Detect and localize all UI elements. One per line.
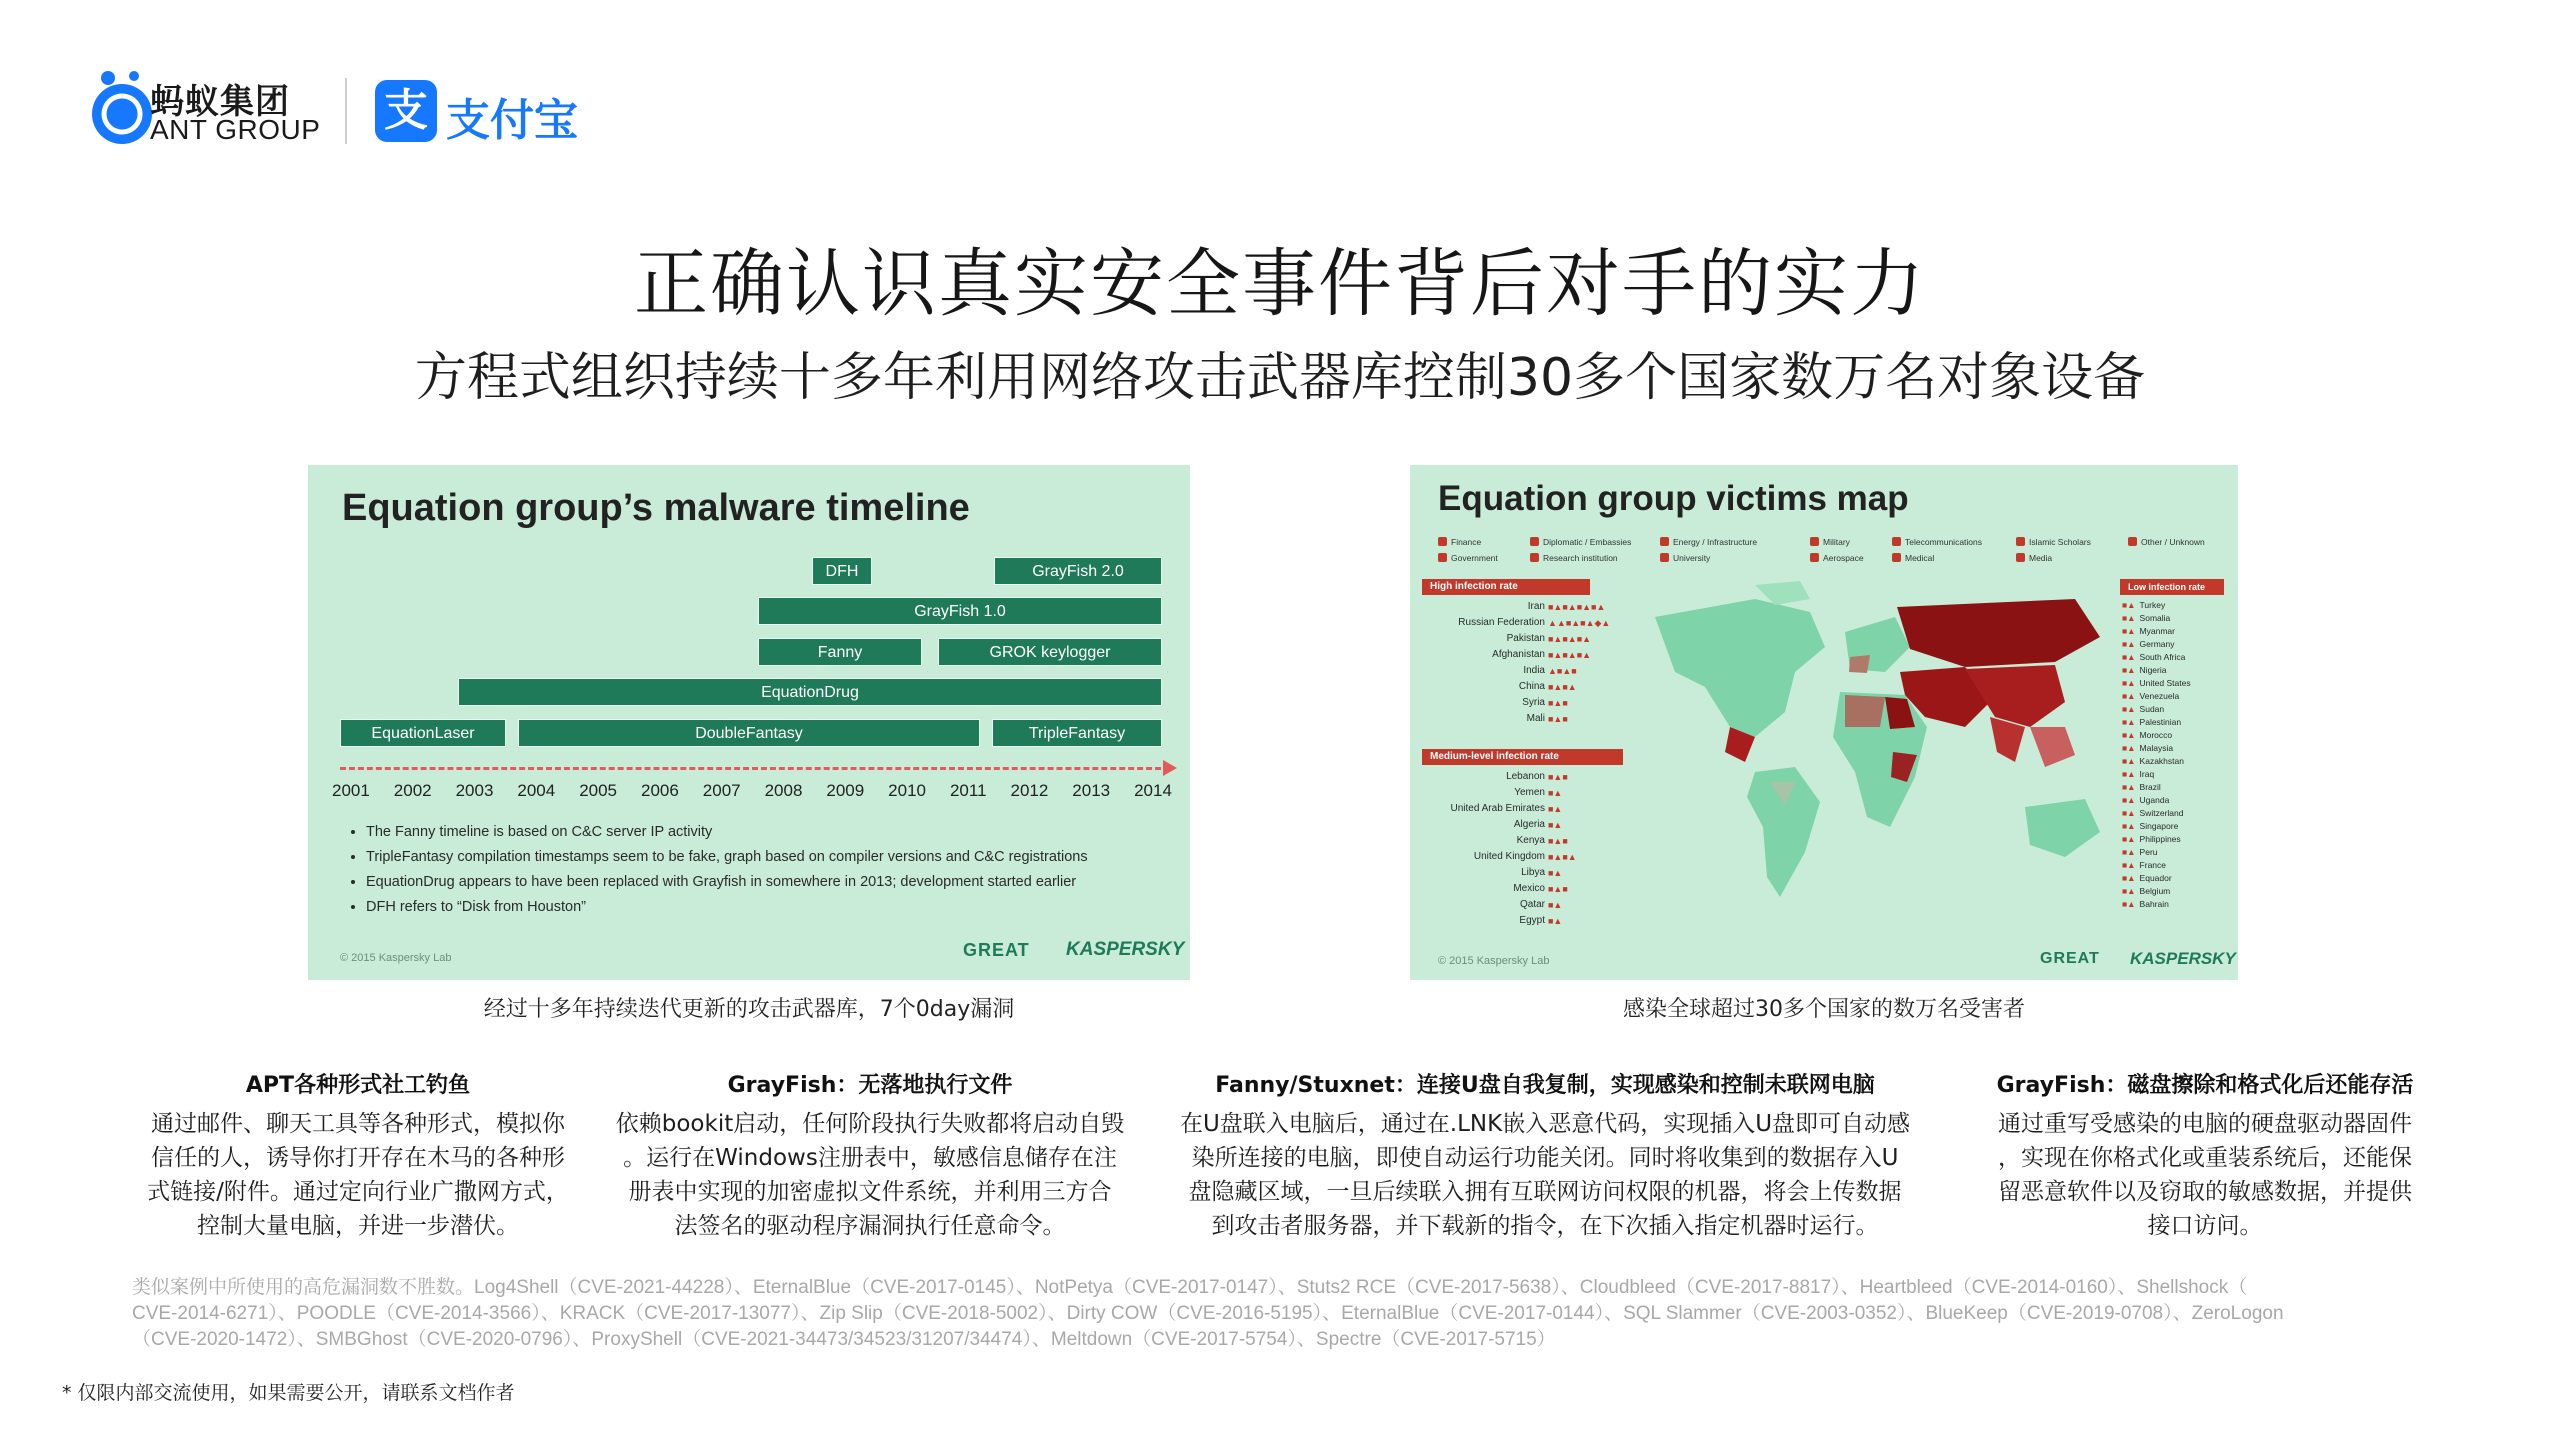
map-caption: 感染全球超过30多个国家的数万名受害者 [1623,997,2025,1022]
country-name: ■▲ Equador [2122,873,2172,883]
year-label: 2009 [826,781,865,800]
timeline-bar-fanny: Fanny [758,638,922,666]
legend-university: University [1660,553,1710,563]
column-body [1940,1107,2470,1243]
column-heading: APT各种形式社工钓鱼 [245,1073,471,1098]
country-name: Mexico [1513,883,1545,894]
timeline-bar-doublefantasy: DoubleFantasy [518,719,980,747]
legend-military: Military [1810,537,1850,547]
sector-icons: ▲■▲■ [1548,666,1577,676]
country-name: China [1518,681,1545,692]
legend-telecom: Telecommunications [1892,537,1982,547]
column-line: 盘隐藏区域，一旦后续联入拥有互联网访问权限的机器，将会上传数据 [1188,1179,1902,1205]
timeline-bar-dfh: DFH [812,557,872,585]
year-label: 2008 [764,781,803,800]
column-heading: GrayFish：磁盘擦除和格式化后还能存活 [1996,1073,2414,1098]
map-great-logo: GREAT [2040,950,2100,967]
ant-group-name-cn: 蚂蚁集团 [150,82,290,122]
legend-islamic: Islamic Scholars [2016,537,2091,547]
logo-divider [345,78,347,144]
column-phishing [108,1068,608,1243]
year-label: 2014 [1134,781,1172,800]
country-name: ■▲ Kazakhstan [2122,756,2184,766]
country-name: ■▲ Uganda [2122,795,2170,805]
country-name: ■▲ Switzerland [2122,808,2184,818]
column-line: 在U盘联入电脑后，通过在.LNK嵌入恶意代码，实现插入U盘即可自动感 [1179,1111,1911,1137]
column-heading: Fanny/Stuxnet：连接U盘自我复制，实现感染和控制未联网电脑 [1215,1073,1875,1098]
timeline-kaspersky-logo: KASPERSKY [1066,939,1185,960]
map-kaspersky-logo: KASPERSKY [2130,949,2236,968]
cve-line: 类似案例中所使用的高危漏洞数不胜数。Log4Shell（CVE-2021-44228）、EternalBlue（CVE-2017-0145）、NotPetya（CVE-2017-0147）、Stuts2 RCE（CVE-2017-5638）、Cloudbleed（CVE-2017-8817）、Heartbleed（CVE-2014-0160）、Shellshock（ [132,1277,2248,1298]
medium-infection-label: Medium-level infection rate [1422,749,1623,765]
column-line: 通过重写受感染的电脑的硬盘驱动器固件 [1998,1111,2412,1137]
country-name: ■▲ France [2122,860,2167,870]
column-line: 法签名的驱动程序漏洞执行任意命令。 [674,1213,1066,1239]
timeline-note: • EquationDrug appears to have been replaced with Grayfish in somewhere in 2013; development started earlier [366,870,1088,895]
alipay-name: 支付宝 [446,95,578,146]
country-name: Libya [1521,867,1545,878]
timeline-axis-line [340,767,1170,770]
timeline-caption: 经过十多年持续迭代更新的攻击武器库，7个0day漏洞 [483,997,1015,1022]
legend-research: Research institution [1530,553,1618,563]
country-name: ■▲ United States [2122,678,2191,688]
sector-icons: ■▲■ [1548,836,1568,846]
legend-aerospace: Aerospace [1810,553,1864,563]
column-body [1150,1107,1940,1243]
medium-infection-icons [1548,769,1577,929]
country-name: India [1523,665,1545,676]
timeline-bar-triplefantasy: TripleFantasy [992,719,1162,747]
timeline-bar-grayfish-2: GrayFish 2.0 [994,557,1162,585]
year-label: 2005 [579,781,618,800]
sector-icons: ■▲■ [1548,714,1568,724]
legend-diplomatic: Diplomatic / Embassies [1530,537,1631,547]
country-name: United Arab Emirates [1450,803,1545,814]
column-body [108,1107,608,1243]
victims-map-image [1410,465,2238,980]
sector-icons: ■▲■▲■▲■▲ [1548,602,1606,612]
sector-icons: ■▲■ [1548,772,1568,782]
year-label: 2013 [1072,781,1111,800]
timeline-bar-equationdrug: EquationDrug [458,678,1162,706]
column-line: 到攻击者服务器，并下载新的指令，在下次插入指定机器时运行。 [1211,1213,1879,1239]
legend-government: Government [1438,553,1498,563]
legend-finance: Finance [1438,537,1481,547]
footnote: * 仅限内部交流使用，如果需要公开，请联系文档作者 [62,1382,515,1404]
timeline-bar-equationlaser: EquationLaser [340,719,506,747]
country-name: ■▲ Bahrain [2122,899,2169,909]
column-line: 通过邮件、聊天工具等各种形式，模拟你 [151,1111,565,1137]
year-label: 2001 [332,781,370,800]
country-name: ■▲ Belgium [2122,886,2171,896]
country-name: ■▲ South Africa [2122,652,2186,662]
country-name: Lebanon [1506,771,1545,782]
legend-medical: Medical [1892,553,1934,563]
year-label: 2002 [393,781,432,800]
country-name: ■▲ Palestinian [2122,717,2182,727]
sector-icons: ■▲■▲■▲ [1548,634,1592,644]
map-copyright: © 2015 Kaspersky Lab [1438,955,1550,967]
timeline-notes [348,820,1088,920]
country-name: Qatar [1519,899,1545,910]
country-name: ■▲ Brazil [2122,782,2161,792]
country-name: ■▲ Sudan [2122,704,2165,714]
sector-icons: ■▲ [1548,788,1563,798]
cve-line: CVE-2014-6271）、POODLE（CVE-2014-3566）、KRACK（CVE-2017-13077）、Zip Slip（CVE-2018-5002）、Dirty COW（CVE-2016-5195）、EternalBlue（CVE-2017-0144）、SQL Slammer（CVE-2003-0352）、BlueKeep（CVE-2019-0708）、ZeroLogon [132,1303,2284,1324]
cve-line: （CVE-2020-1472）、SMBGhost（CVE-2020-0796）、ProxyShell（CVE-2021-34473/34523/31207/34474）、Meltdown（CVE-2017-5754）、Spectre（CVE-2017-5715） [132,1329,1556,1350]
year-label: 2006 [640,781,679,800]
medium-infection-list [1410,769,1545,929]
ant-group-name-en: ANT GROUP [150,114,321,145]
column-line: 册表中实现的加密虚拟文件系统，并利用三方合 [628,1179,1112,1205]
malware-timeline-image [308,465,1190,980]
year-label: 2012 [1010,781,1049,800]
sector-icons: ■▲■ [1548,698,1568,708]
country-name: ■▲ Venezuela [2122,691,2180,701]
sector-icons: ■▲■▲ [1548,682,1577,692]
country-name: Syria [1522,697,1545,708]
alipay-logo-icon: 支 [375,80,437,142]
high-infection-list [1410,599,1545,727]
column-line: 接口访问。 [2147,1213,2263,1239]
country-name: ■▲ Philippines [2122,834,2181,844]
sector-icons: ■▲ [1548,868,1563,878]
country-name: Iran [1527,601,1545,612]
column-grayfish-firmware [1940,1068,2470,1243]
column-line: 式链接/附件。通过定向行业广撒网方式， [147,1179,569,1205]
timeline-copyright: © 2015 Kaspersky Lab [340,952,452,964]
timeline-arrow-icon [1163,760,1177,776]
column-line: 。运行在Windows注册表中，敏感信息储存在注 [623,1145,1117,1171]
timeline-great-logo: GREAT [963,940,1030,960]
country-name: ■▲ Iraq [2122,769,2155,779]
country-name: Mali [1526,713,1545,724]
map-title: Equation group victims map [1438,479,1909,518]
slide-title: 正确认识真实安全事件背后对手的实力 [634,241,1926,327]
sector-icons: ■▲ [1548,804,1563,814]
timeline-bar-grayfish-1: GrayFish 1.0 [758,597,1162,625]
legend-energy: Energy / Infrastructure [1660,537,1757,547]
low-infection-list [2122,599,2191,911]
country-name: ■▲ Nigeria [2122,665,2167,675]
country-name: ■▲ Turkey [2122,600,2166,610]
timeline-note: • The Fanny timeline is based on C&C server IP activity [366,820,1088,845]
country-name: Kenya [1516,835,1545,846]
country-name: Algeria [1513,819,1545,830]
sector-icons: ■▲ [1548,820,1563,830]
column-line: 染所连接的电脑，即使自动运行功能关闭。同时将收集到的数据存入U [1191,1145,1899,1171]
high-infection-label: High infection rate [1422,579,1590,595]
sector-icons: ■▲■ [1548,884,1568,894]
country-name: ■▲ Morocco [2122,730,2173,740]
legend-media: Media [2016,553,2052,563]
sector-icons: ■▲ [1548,916,1563,926]
sector-icons: ■▲■▲■▲ [1548,650,1592,660]
column-line: ，实现在你格式化或重装系统后，还能保 [1998,1145,2412,1171]
timeline-title: Equation group’s malware timeline [342,487,970,529]
column-line: 依赖bookit启动，任何阶段执行失败都将启动自毁 [615,1111,1125,1137]
country-name: United Kingdom [1473,851,1545,862]
timeline-years [332,781,1172,801]
sector-icons: ■▲■▲ [1548,852,1577,862]
country-name: Egypt [1519,915,1545,926]
country-name: Afghanistan [1492,649,1545,660]
cve-list [132,1275,2432,1353]
year-label: 2010 [888,781,926,800]
column-heading: GrayFish：无落地执行文件 [727,1073,1013,1098]
sector-icons: ▲▲■▲■▲◆▲ [1548,618,1611,628]
legend-other: Other / Unknown [2128,537,2205,547]
slide-subtitle: 方程式组织持续十多年利用网络攻击武器库控制30多个国家数万名对象设备 [414,348,2146,408]
column-line: 控制大量电脑，并进一步潜伏。 [197,1213,519,1239]
country-name: Pakistan [1506,633,1545,644]
timeline-note: • TripleFantasy compilation timestamps seem to be fake, graph based on compiler versions and C&C registrations [366,845,1088,870]
year-label: 2011 [949,781,987,800]
country-name: ■▲ Myanmar [2122,626,2175,636]
timeline-note: • DFH refers to “Disk from Houston” [366,895,1088,920]
world-map-graphic [1635,577,2105,917]
column-grayfish-fileless [600,1068,1140,1243]
timeline-bar-grok: GROK keylogger [938,638,1162,666]
year-label: 2003 [455,781,494,800]
country-name: Russian Federation [1458,617,1545,628]
sector-icons: ■▲ [1548,900,1563,910]
column-fanny-stuxnet [1150,1068,1940,1243]
high-infection-icons [1548,599,1610,727]
low-infection-label: Low infection rate [2120,579,2224,595]
country-name: ■▲ Germany [2122,639,2175,649]
country-name: ■▲ Peru [2122,847,2158,857]
country-name: Yemen [1514,787,1545,798]
country-name: ■▲ Somalia [2122,613,2171,623]
country-name: ■▲ Singapore [2122,821,2179,831]
year-label: 2004 [517,781,556,800]
year-label: 2007 [702,781,741,800]
column-line: 信任的人，诱导你打开存在木马的各种形 [151,1145,565,1171]
column-line: 留恶意软件以及窃取的敏感数据，并提供 [1998,1179,2412,1205]
country-name: ■▲ Malaysia [2122,743,2174,753]
column-body [600,1107,1140,1243]
